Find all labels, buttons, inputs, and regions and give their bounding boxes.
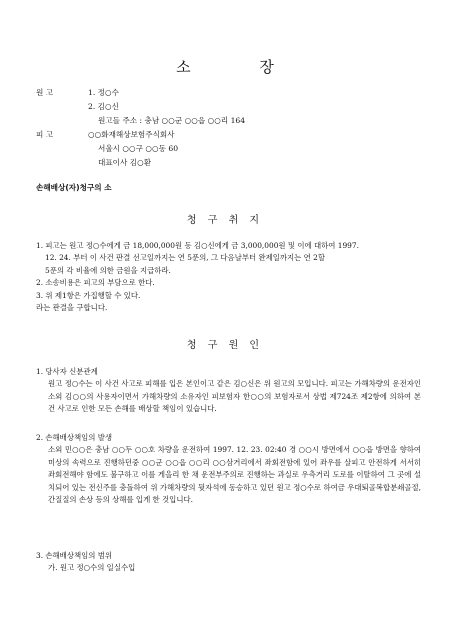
- cause-section-body: 가. 원고 정○수의 일실수입: [48, 563, 136, 573]
- plaintiff-line: 1. 정○수: [88, 88, 119, 97]
- defendant-name: ○○화재해상보험주식회사: [88, 130, 175, 139]
- plaintiff-label: 원 고: [36, 88, 54, 97]
- purpose-line: 3. 위 제1항은 가집행할 수 있다.: [36, 290, 141, 300]
- purpose-heading: 청 구 취 지: [186, 215, 264, 226]
- plaintiff-address: 원고들 주소 : 충남 ○○군 ○○읍 ○○리 164: [98, 116, 246, 125]
- defendant-label: 피 고: [36, 130, 54, 139]
- cause-section: [36, 550, 421, 575]
- purpose-line: 5푼의 각 비율에 의한 금원을 지급하라.: [45, 265, 171, 275]
- cause-section: [36, 366, 421, 416]
- defendant-lines: [86, 128, 178, 170]
- plaintiff-line: 2. 김○신: [88, 102, 119, 111]
- purpose-body: [36, 240, 421, 314]
- cause-section: [36, 432, 421, 506]
- cause-section-heading: 2. 손해배상책임의 발생: [36, 433, 113, 442]
- plaintiff-lines: [86, 86, 245, 128]
- purpose-line: 1. 피고는 원고 정○수에게 금 18,000,000원 동 김○신에게 금 3,000,000원 및 이에 대하여 1997.: [36, 241, 359, 250]
- cause-section-heading: 3. 손해배상책임의 범위: [36, 551, 113, 560]
- claim-name: 손해배상(자)청구의 소: [36, 183, 112, 192]
- defendant-address: 서울시 ○○구 ○○동 60: [98, 144, 179, 153]
- cause-heading: 청 구 원 인: [186, 340, 264, 351]
- cause-section-body: 소외 민○○은 충남 ○○두 ○○호 차량을 운전하여 1997. 12. 23. 02:40 경 ○○시 방면에서 ○○읍 방면을 향하여 미상의 속력으로 진행하던중 ○○군 ○○읍 ○○리 ○○삼거리에서 좌회전함에 있어 좌우를 살피고 안전하게 서서히 좌회전해야 함에도 불구하고 이를 게을리 한 채 운전부주의로 진행하는 과실로 우측거리 도로를 이탈하여 그 곳에 설치되어 있는 전신주를 충돌하여 위 가해차량의 뒷자석에 동승하고 있던 원고 정○수로 하여금 우대퇴골복합분쇄골절, 간질질의 손상 등의 상해를 입게 한 것입니다.: [48, 445, 421, 505]
- cause-section-heading: 1. 당사자 신분관계: [36, 367, 98, 376]
- purpose-line: 라는 판결을 구합니다.: [36, 303, 108, 313]
- document-title: 소 장: [176, 58, 306, 76]
- purpose-line: 2. 소송비용은 피고의 부담으로 한다.: [36, 278, 155, 288]
- defendant-representative: 대표이사 김○환: [98, 158, 152, 167]
- purpose-line: 12. 24. 부터 이 사건 판결 선고일까지는 연 5푼의, 그 다음날부터 완제일까지는 연 2할: [45, 253, 325, 263]
- cause-section-body: 원고 정○수는 이 사건 사고로 피해를 입은 본인이고 같은 김○신은 위 원고의 모입니다. 피고는 가해차량의 운전자인 소외 김○○의 사용자이면서 가해차량의 소유자인 피보험자 한○○의 보험자로서 상법 제724조 제2항에 의하여 본 건 사고로 인한 모든 손해를 배상할 책임이 있습니다.: [48, 379, 421, 414]
